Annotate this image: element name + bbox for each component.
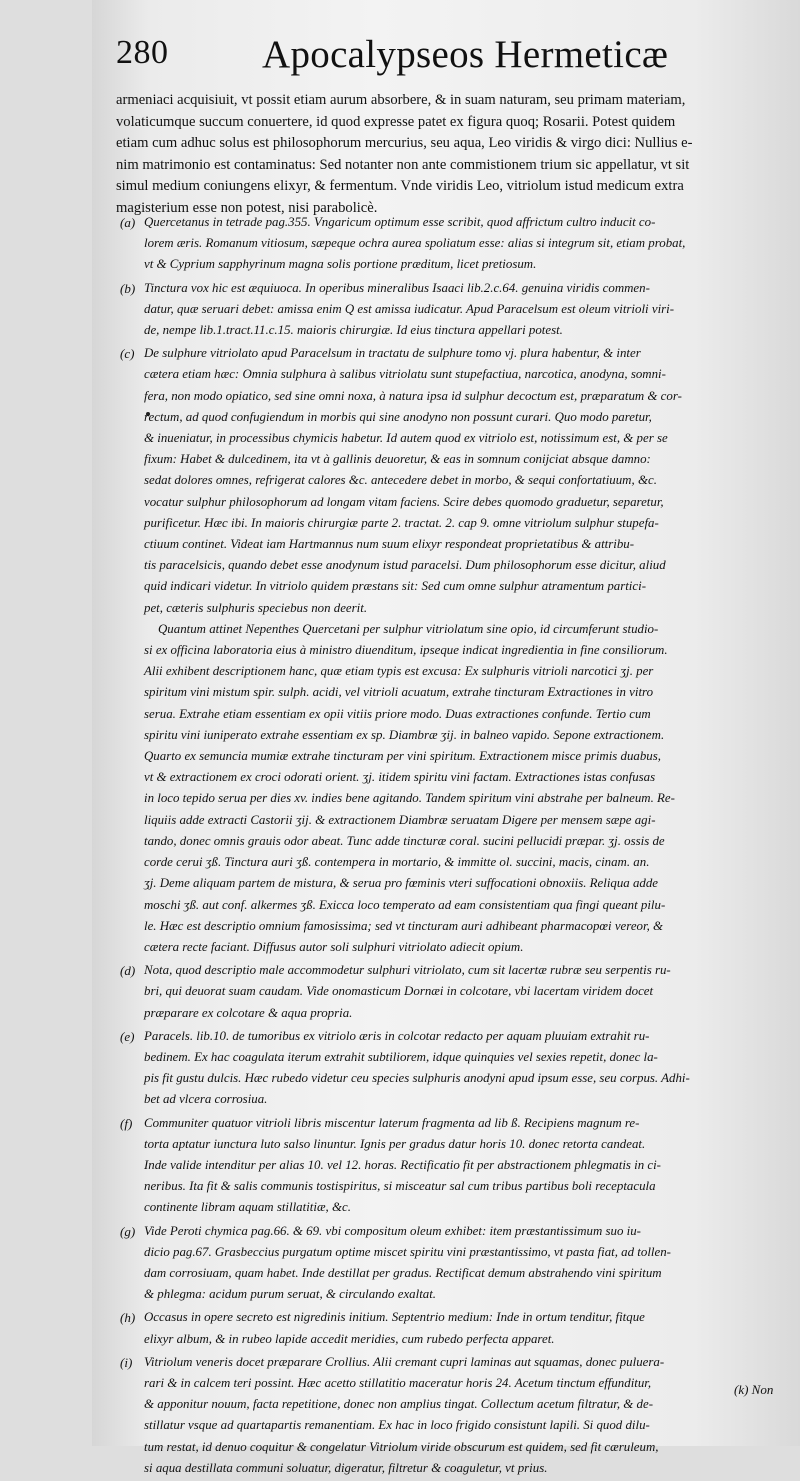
annotation-note [120, 960, 760, 1024]
note-line: cætera etiam hæc: Omnia sulphura à salibus vitriolatu sunt stupefactiua, narcotica, anodyna, somni- [144, 367, 666, 382]
note-line: quid indicari videtur. In vitriolo quidem præstans sit: Sed cum omne sulphur atramentum partici- [144, 579, 646, 594]
note-line: bri, qui deuorat suam caudam. Vide onomasticum Dornæi in colcotare, vbi lacertam viridem docet [144, 984, 654, 999]
note-line: bet ad vlcera corrosiua. [144, 1092, 268, 1107]
note-line: Vitriolum veneris docet præparare Crollius. Alii cremant cupri laminas aut squamas, donec puluera- [144, 1354, 665, 1369]
note-label: (d) [120, 963, 136, 979]
note-line: & inueniatur, in processibus chymicis habetur. Id autem quod ex vitriolo est, notissimum est, & per se [144, 431, 668, 446]
note-line: spiritu vini iuniperato extrahe essentiam ex sp. Diambræ ʒij. in balneo vapido. Sepone extractionem. [144, 727, 665, 742]
note-line: pet, cæteris sulphuris speciebus non deerit. [144, 600, 368, 615]
text-line: etiam cum adhuc solus est philosophorum mercurius, seu aqua, Leo viridis & virgo dici: Nullius e- [116, 135, 693, 152]
note-line: & phlegma: acidum purum seruat, & circulando exaltat. [144, 1287, 437, 1302]
catchword: (k) Non [734, 1382, 774, 1397]
note-line: vt & Cyprium sapphyrinum magna solis portione præditum, licet pretiosum. [144, 257, 537, 272]
note-label: (f) [120, 1115, 133, 1131]
annotation-note [120, 1026, 760, 1111]
note-line: & apponitur nouum, facta repetitione, donec non amplius tingat. Collectum acetum filtratur, & de- [144, 1397, 654, 1412]
note-line: purificetur. Hæc ibi. In maioris chirurgiæ parte 2. tractat. 2. cap 9. omne vitriolum sulphur stupefa- [144, 515, 659, 530]
note-line: rectum, ad quod confugiendum in morbis qui sine anodyno non possunt curari. Quo modo paretur, [144, 409, 652, 424]
annotations [120, 212, 760, 1481]
note-label: (a) [120, 215, 136, 230]
annotation-note [120, 1307, 760, 1349]
text-line: simul medium coniungens elixyr, & fermentum. Vnde viridis Leo, vitriolum istud medicum extra [116, 178, 684, 195]
note-line: serua. Extrahe etiam essentiam ex opii vitiis priore modo. Duas extractiones confunde. Tertio cum [144, 706, 651, 721]
note-line: fixum: Habet & dulcedinem, ita vt à gallinis deuoretur, & eas in somnum conijciat absque damno: [144, 452, 651, 467]
note-line: Nota, quod descriptio male accommodetur sulphuri vitriolato, cum sit lacertæ rubræ seu serpentis ru- [144, 963, 671, 978]
text-line: volaticumque succum conuertere, id quod expresse patet ex figura quoq; Rosarii. Potest quidem [116, 113, 676, 130]
note-line: Vide Peroti chymica pag.66. & 69. vbi compositum oleum exhibet: item præstantissimum suo iu- [144, 1223, 641, 1238]
note-line: ʒj. Deme aliquam partem de mistura, & serua pro fœminis vteri suffocationi obnoxiis. Reliqua adde [144, 876, 659, 891]
note-label: (g) [120, 1223, 136, 1239]
note-label: (b) [120, 280, 136, 296]
note-line: datur, quæ seruari debet: amissa enim Q est amissa iudicatur. Apud Paracelsum est oleum vitrioli viri- [144, 301, 675, 316]
note-line: moschi ʒß. aut conf. alkermes ʒß. Exicca loco temperato ad eam consistentiam qua fingi queant pilu- [144, 897, 666, 912]
note-line: Inde valide intenditur per alias 10. vel 12. horas. Rectificatio fit per abstractionem phlegmatis in ci- [144, 1157, 661, 1172]
note-line: tum restat, id denuo coquitur & congelatur Vitriolum viride obscurum est quidem, sed fit cæruleum, [144, 1439, 659, 1454]
running-title: Apocalypseos Hermeticæ [262, 33, 669, 76]
note-line: De sulphure vitriolato apud Paracelsum in tractatu de sulphure tomo vj. plura habentur, & inter [144, 346, 641, 361]
note-line: elixyr album, & in rubeo lapide accedit meridies, cum rubedo perfecta apparet. [144, 1331, 555, 1346]
note-line: si ex officina laboratoria eius à ministro diuenditum, ipseque indicat ingredientia in fine consiliorum. [144, 643, 668, 658]
text-line: armeniaci acquisiuit, vt possit etiam aurum absorbere, & in suam naturam, seu primam materiam, [116, 92, 686, 108]
annotation-note [120, 1113, 760, 1219]
note-line: præparare ex colcotare & aqua propria. [144, 1005, 353, 1020]
note-line: rari & in calcem teri possint. Hæc acetto stillatitio maceratur horis 24. Acetum tinctum effunditur, [144, 1375, 652, 1390]
annotation-note [120, 278, 760, 342]
note-line: lorem æris. Romanum vitiosum, sæpeque ochra aurea spoliatum esse: alias si integrum sit, etiam probat, [144, 236, 686, 251]
annotation-note [120, 212, 760, 276]
note-line: le. Hæc est descriptio omnium famosissima; sed vt tincturam auri adhibeant pharmacopœi vereor, & [144, 918, 664, 933]
annotation-note [120, 1352, 760, 1479]
text-line: magisterium esse non potest, nisi parabolicè. [116, 199, 378, 216]
note-line: neribus. Ita fit & salis communis tostispiritus, si misceatur sal cum tribus partibus boli receptacula [144, 1179, 656, 1194]
note-line: Occasus in opere secreto est nigredinis initium. Septentrio medium: Inde in ortum tenditur, fitque [144, 1310, 645, 1325]
note-line: pis fit gustu dulcis. Hæc rubedo videtur ceu species sulphuris anodyni apud ipsum esse, seu corpus. Adhi- [144, 1071, 690, 1086]
note-line: liquiis adde extracti Castorii ʒij. & extractionem Diambræ seruatam Digere per mensem sæpe agi- [144, 812, 656, 827]
note-line: cætera recte faciant. Diffusus autor soli sulphuri vitriolato adiecit opium. [144, 939, 524, 954]
note-line: vt & extractionem ex croci odorati orient. ʒj. itidem spiritu vini factam. Extractiones istas confusas [144, 770, 656, 785]
note-line: continente libram aquam stillatitiæ, &c. [144, 1200, 351, 1215]
note-line: in loco tepido serua per dies xv. indies bene agitando. Tandem spiritum vini abstrahe per balneum. Re- [144, 791, 675, 806]
note-line: Quercetanus in tetrade pag.355. Vngaricum optimum esse scribit, quod affrictum cultro inducit co- [144, 215, 656, 229]
note-line: Quarto ex semuncia mumiæ extrahe tincturam per vini spiritum. Extractionem misce primis duabus, [144, 749, 661, 764]
note-line: dicio pag.67. Grasbeccius purgatum optime miscet spiritu vini præstantissimo, vt pasta fiat, ad tollen- [144, 1244, 671, 1259]
note-line: stillatur vsque ad quartapartis remanentiam. Ex hac in loco frigido consistunt lapili. Si quod dilu- [144, 1418, 650, 1433]
note-label: (h) [120, 1310, 136, 1326]
note-line: sedat dolores omnes, refrigerat calores &c. antecedere debet in morbo, & sequi confortatiuum, &c. [144, 473, 657, 488]
note-label: (i) [120, 1354, 133, 1370]
note-line: vocatur sulphur philosophorum ad longam vitam faciens. Scire debes quomodo graduetur, separetur, [144, 494, 664, 509]
note-line: tis paracelsicis, quando debet esse anodynum istud paracelsi. Dum philosophorum esse dicitur, aliud [144, 558, 666, 573]
annotation-note [120, 343, 760, 958]
text-line: nim matrimonio est contaminatus: Sed notanter non ante commistionem trium sic appellatur, vt sit [116, 156, 690, 173]
note-line: Quantum attinet Nepenthes Quercetani per sulphur vitriolatum sine opio, id circumferunt studio- [158, 621, 659, 636]
note-line: de, nempe lib.1.tract.11.c.15. maioris chirurgiæ. Id eius tinctura appellari potest. [144, 323, 563, 338]
page-number: 280 [116, 34, 169, 71]
note-line: corde cerui ʒß. Tinctura auri ʒß. contempera in mortario, & immitte ol. succini, macis, cinam. an. [144, 855, 650, 870]
main-text [116, 90, 756, 220]
note-line: Alii exhibent descriptionem hanc, quæ etiam typis est excusa: Ex sulphuris vitrioli narcotici ʒj. per [144, 664, 654, 679]
note-line: Paracels. lib.10. de tumoribus ex vitriolo æris in colcotar redacto per aquam pluuiam extrahit ru- [144, 1028, 650, 1043]
note-line: ctiuum continet. Videat iam Hartmannus num suum elixyr respondeat proprietatibus & attribu- [144, 537, 635, 552]
note-line: spiritum vini mistum spir. sulph. acidi, vel vitrioli acuatum, extrahe tincturam Extractiones in vitro [144, 685, 654, 700]
note-line: si aqua destillata communi soluatur, digeratur, filtretur & coaguletur, vt prius. [144, 1460, 548, 1475]
note-label: (e) [120, 1028, 135, 1044]
note-line: Tinctura vox hic est æquiuoca. In operibus mineralibus Isaaci lib.2.c.64. genuina viridis commen- [144, 280, 650, 295]
note-line: Communiter quatuor vitrioli libris miscentur laterum fragmenta ad lib ß. Recipiens magnum re- [144, 1115, 640, 1130]
note-line: torta aptatur iunctura luto salso linuntur. Ignis per gradus datur horis 10. donec retorta candeat. [144, 1136, 646, 1151]
note-line: dam corrosiuam, quam habet. Inde destillat per gradus. Rectificat demum abstrahendo vini spiritum [144, 1265, 662, 1280]
note-line: fera, non modo opiatico, sed sine omni noxa, à natura ipsa id sulphur decoctum est, præparatum & cor- [144, 388, 682, 403]
note-line: tando, donec omnis grauis odor abeat. Tunc adde tincturæ coral. sucini pellucidi præpar. ʒj. ossis de [144, 833, 665, 848]
note-label: (c) [120, 346, 135, 362]
note-line: bedinem. Ex hac coagulata iterum extrahit subtiliorem, idque quinquies vel sexies repetit, donec la- [144, 1049, 658, 1064]
annotation-note [120, 1221, 760, 1306]
